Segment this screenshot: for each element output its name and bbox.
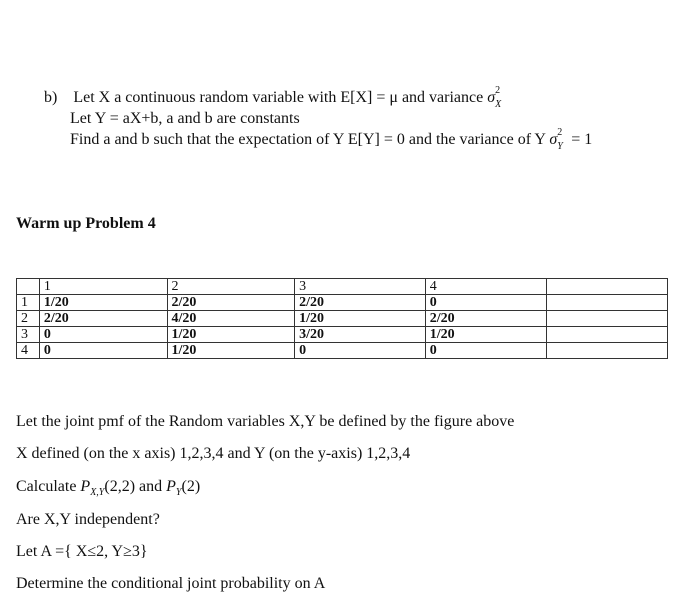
table-header-row: [17, 279, 668, 295]
table-row: [17, 311, 668, 327]
sigma-y-symbol: σ: [549, 131, 558, 148]
row-header: 4: [17, 343, 40, 359]
problem-label: b): [44, 89, 58, 106]
table-cell: 4/20: [167, 311, 295, 327]
independent-question: Are X,Y independent?: [16, 511, 160, 528]
warmup-heading: Warm up Problem 4: [16, 215, 156, 232]
problem-b-find: Find a and b such that the expectation of Y E[Y] = 0 and the variance of Y: [70, 131, 550, 148]
table-row: [17, 327, 668, 343]
table-cell: 2/20: [295, 295, 426, 311]
problem-b-line1: [44, 85, 505, 110]
table-cell: 0: [425, 343, 546, 359]
joint-pmf-table: [16, 278, 668, 359]
row-header: 1: [17, 295, 40, 311]
let-a-text: Let A ={ X≤2, Y≥3}: [16, 543, 148, 560]
table-blank-cell: [546, 343, 667, 359]
table-cell: 0: [295, 343, 426, 359]
col-header: 4: [425, 279, 546, 295]
row-header: 3: [17, 327, 40, 343]
table-cell: 3/20: [295, 327, 426, 343]
table-cell: 1/20: [167, 343, 295, 359]
table-cell: 1/20: [295, 311, 426, 327]
table-cell: 2/20: [39, 311, 167, 327]
col-header: 3: [295, 279, 426, 295]
joint-pmf-text: Let the joint pmf of the Random variables X,Y be defined by the figure above: [16, 413, 515, 430]
table-blank-cell: [546, 279, 667, 295]
row-header: 2: [17, 311, 40, 327]
table-cell: 0: [39, 343, 167, 359]
table-cell: 1/20: [167, 327, 295, 343]
table-corner-cell: [17, 279, 40, 295]
col-header: 2: [167, 279, 295, 295]
calculate-text: [16, 477, 200, 503]
determine-text: Determine the conditional joint probability on A: [16, 575, 326, 592]
table-cell: 2/20: [425, 311, 546, 327]
table-row: [17, 343, 668, 359]
table-cell: 2/20: [167, 295, 295, 311]
table-blank-cell: [546, 311, 667, 327]
table-cell: 0: [39, 327, 167, 343]
p-y-subscript: Y: [175, 487, 182, 499]
sigma-y-scripts: 2 Y: [557, 127, 563, 152]
p-y-symbol: P: [166, 478, 176, 495]
table-row: [17, 295, 668, 311]
p-y-args: (2): [181, 478, 201, 495]
col-header: 1: [39, 279, 167, 295]
problem-b-equals-one: = 1: [567, 131, 593, 148]
p-xy-symbol: P: [80, 478, 91, 495]
problem-b-line3: [70, 127, 593, 152]
sigma-x-scripts: 2 X: [495, 85, 502, 110]
sigma-x-symbol: σ: [487, 89, 496, 106]
p-xy-args: (2,2) and: [104, 478, 167, 495]
problem-b-statement: Let X a continuous random variable with E[X] = μ and variance: [73, 89, 488, 106]
p-xy-subscript: X,Y: [90, 487, 105, 499]
x-defined-text: X defined (on the x axis) 1,2,3,4 and Y (on the y-axis) 1,2,3,4: [16, 445, 411, 462]
problem-b-line2: Let Y = aX+b, a and b are constants: [70, 110, 300, 127]
table-cell: 0: [425, 295, 546, 311]
table-blank-cell: [546, 295, 667, 311]
table-blank-cell: [546, 327, 667, 343]
table-cell: 1/20: [425, 327, 546, 343]
calculate-prefix: Calculate: [16, 478, 81, 495]
table-cell: 1/20: [39, 295, 167, 311]
